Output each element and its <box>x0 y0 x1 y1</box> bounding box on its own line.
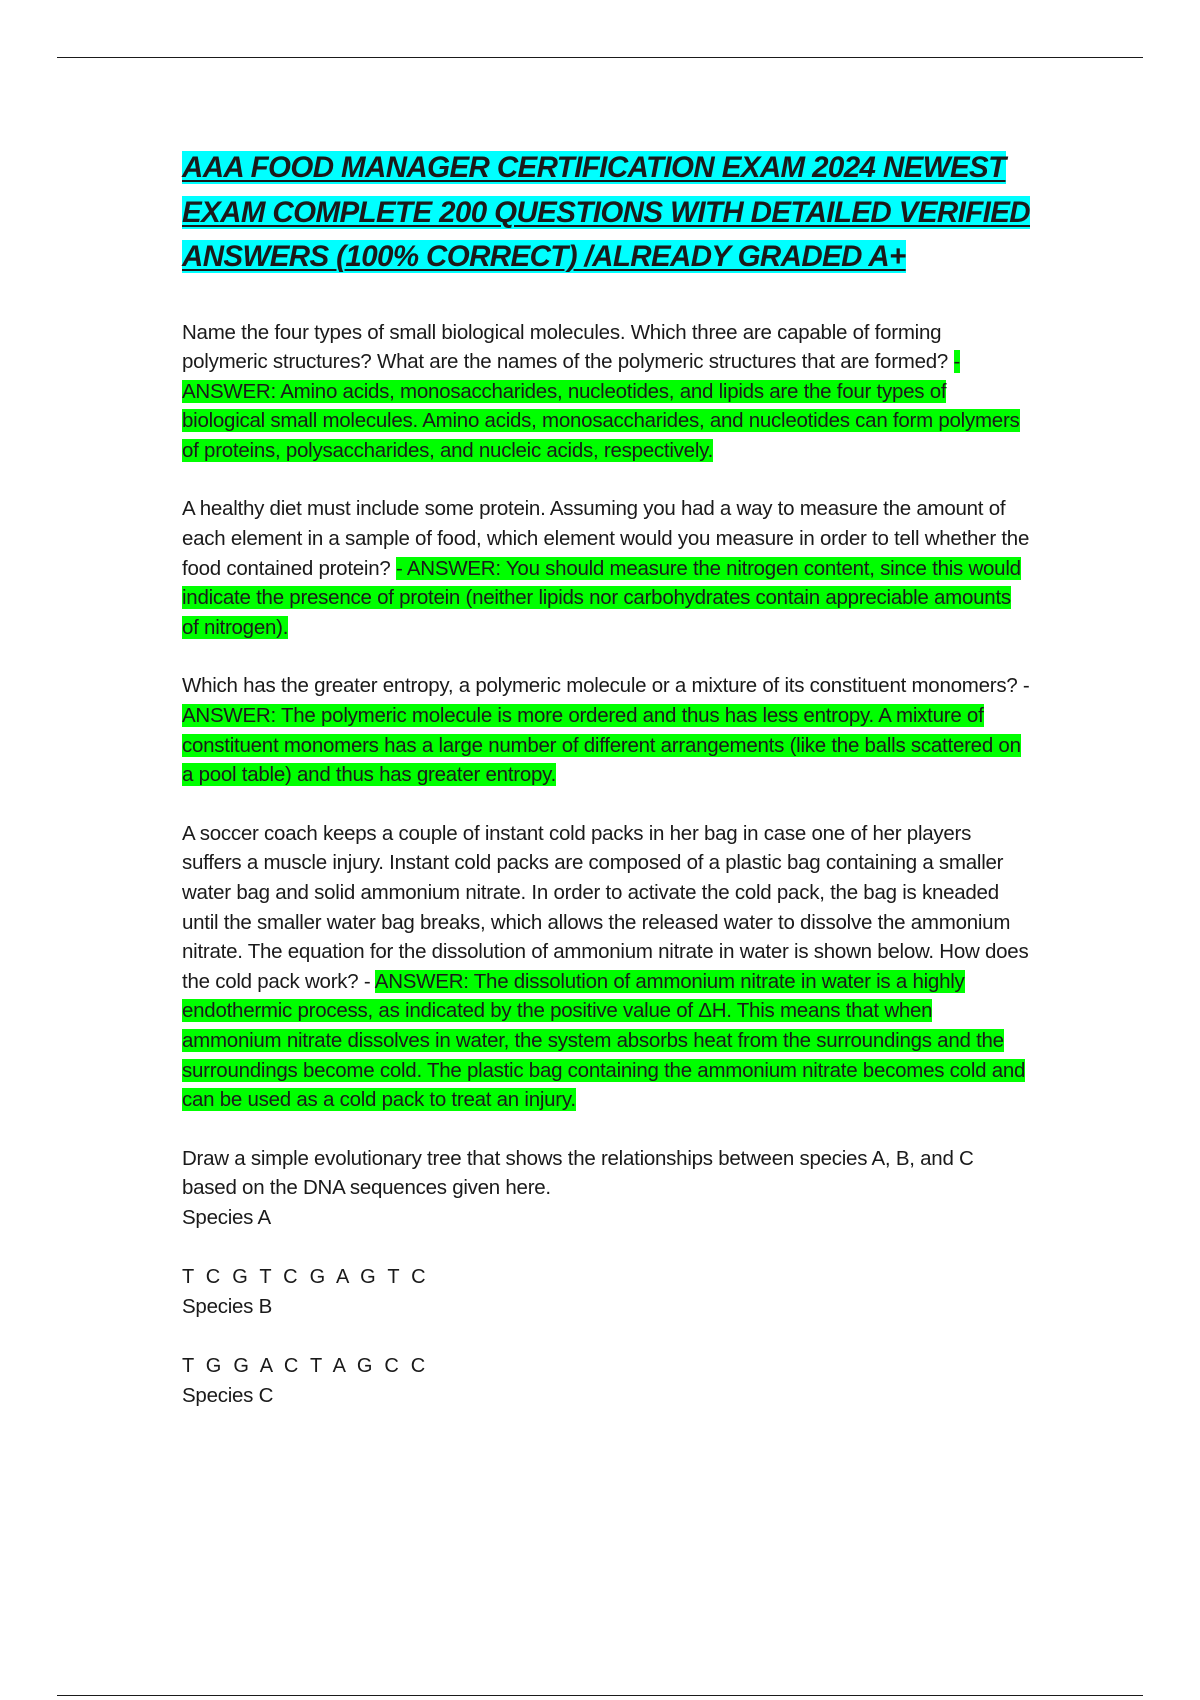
answer-highlight: - ANSWER: You should measure the nitrogen content, since this would indicate the presence of protein (neither lipids nor carbohydrates contain appreciable amounts of nitrogen). <box>182 556 1021 639</box>
answer-highlight: - ANSWER: Amino acids, monosaccharides, nucleotides, and lipids are the four types of biological small molecules. Amino acids, monosaccharides, and nucleotides can form polymers of proteins, polysaccharides, and nucleic acids, respectively. <box>182 350 1020 462</box>
qa-item-1 <box>182 318 1032 466</box>
header-rule <box>57 57 1143 58</box>
document-title <box>182 146 1032 280</box>
species-b-sequence: T G G A C T A G C C <box>182 1354 429 1377</box>
question-text: A soccer coach keeps a couple of instant cold packs in her bag in case one of her players suffers a muscle injury. Instant cold packs are composed of a plastic bag containing a smaller water bag and solid ammonium nitrate. In order to activate the cold pack, the bag is kneaded until the smaller water bag breaks, which allows the released water to dissolve the ammonium nitrate. The equation for the dissolution of ammonium nitrate in water is shown below. How does the cold pack work? - <box>182 821 1029 993</box>
qa-item-3 <box>182 671 1032 789</box>
qa-item-5 <box>182 1144 1032 1411</box>
title-highlight: AAA FOOD MANAGER CERTIFICATION EXAM 2024 NEWEST EXAM COMPLETE 200 QUESTIONS WITH DETAILED VERIFIED ANSWERS (100% CORRECT) /ALREADY GRADED A+ <box>182 151 1030 273</box>
species-c-label: Species C <box>182 1384 274 1408</box>
question-text: Name the four types of small biological molecules. Which three are capable of forming polymeric structures? What are the names of the polymeric structures that are formed? <box>182 320 954 374</box>
species-a-label: Species A <box>182 1205 271 1229</box>
species-a-sequence: T C G T C G A G T C <box>182 1265 429 1288</box>
footer-rule <box>57 1695 1143 1696</box>
page-body <box>182 146 1032 1411</box>
answer-highlight: ANSWER: The dissolution of ammonium nitrate in water is a highly endothermic process, as indicated by the positive value of ΔH. This means that when ammonium nitrate dissolves in water, the system absorbs heat from the surroundings and the surroundings become cold. The plastic bag containing the ammonium nitrate becomes cold and can be used as a cold pack to treat an injury. <box>182 969 1026 1112</box>
qa-item-2 <box>182 494 1032 642</box>
question-text: Draw a simple evolutionary tree that shows the relationships between species A, B, and C based on the DNA sequences given here. <box>182 1146 974 1200</box>
answer-highlight: ANSWER: The polymeric molecule is more ordered and thus has less entropy. A mixture of constituent monomers has a large number of different arrangements (like the balls scattered on a pool table) and thus has greater entropy. <box>182 704 1021 787</box>
question-text: Which has the greater entropy, a polymeric molecule or a mixture of its constituent monomers? - <box>182 674 1030 698</box>
qa-item-4 <box>182 819 1032 1115</box>
question-text: A healthy diet must include some protein. Assuming you had a way to measure the amount of each element in a sample of food, which element would you measure in order to tell whether the food contained protein? <box>182 497 1030 580</box>
species-b-label: Species B <box>182 1295 273 1319</box>
